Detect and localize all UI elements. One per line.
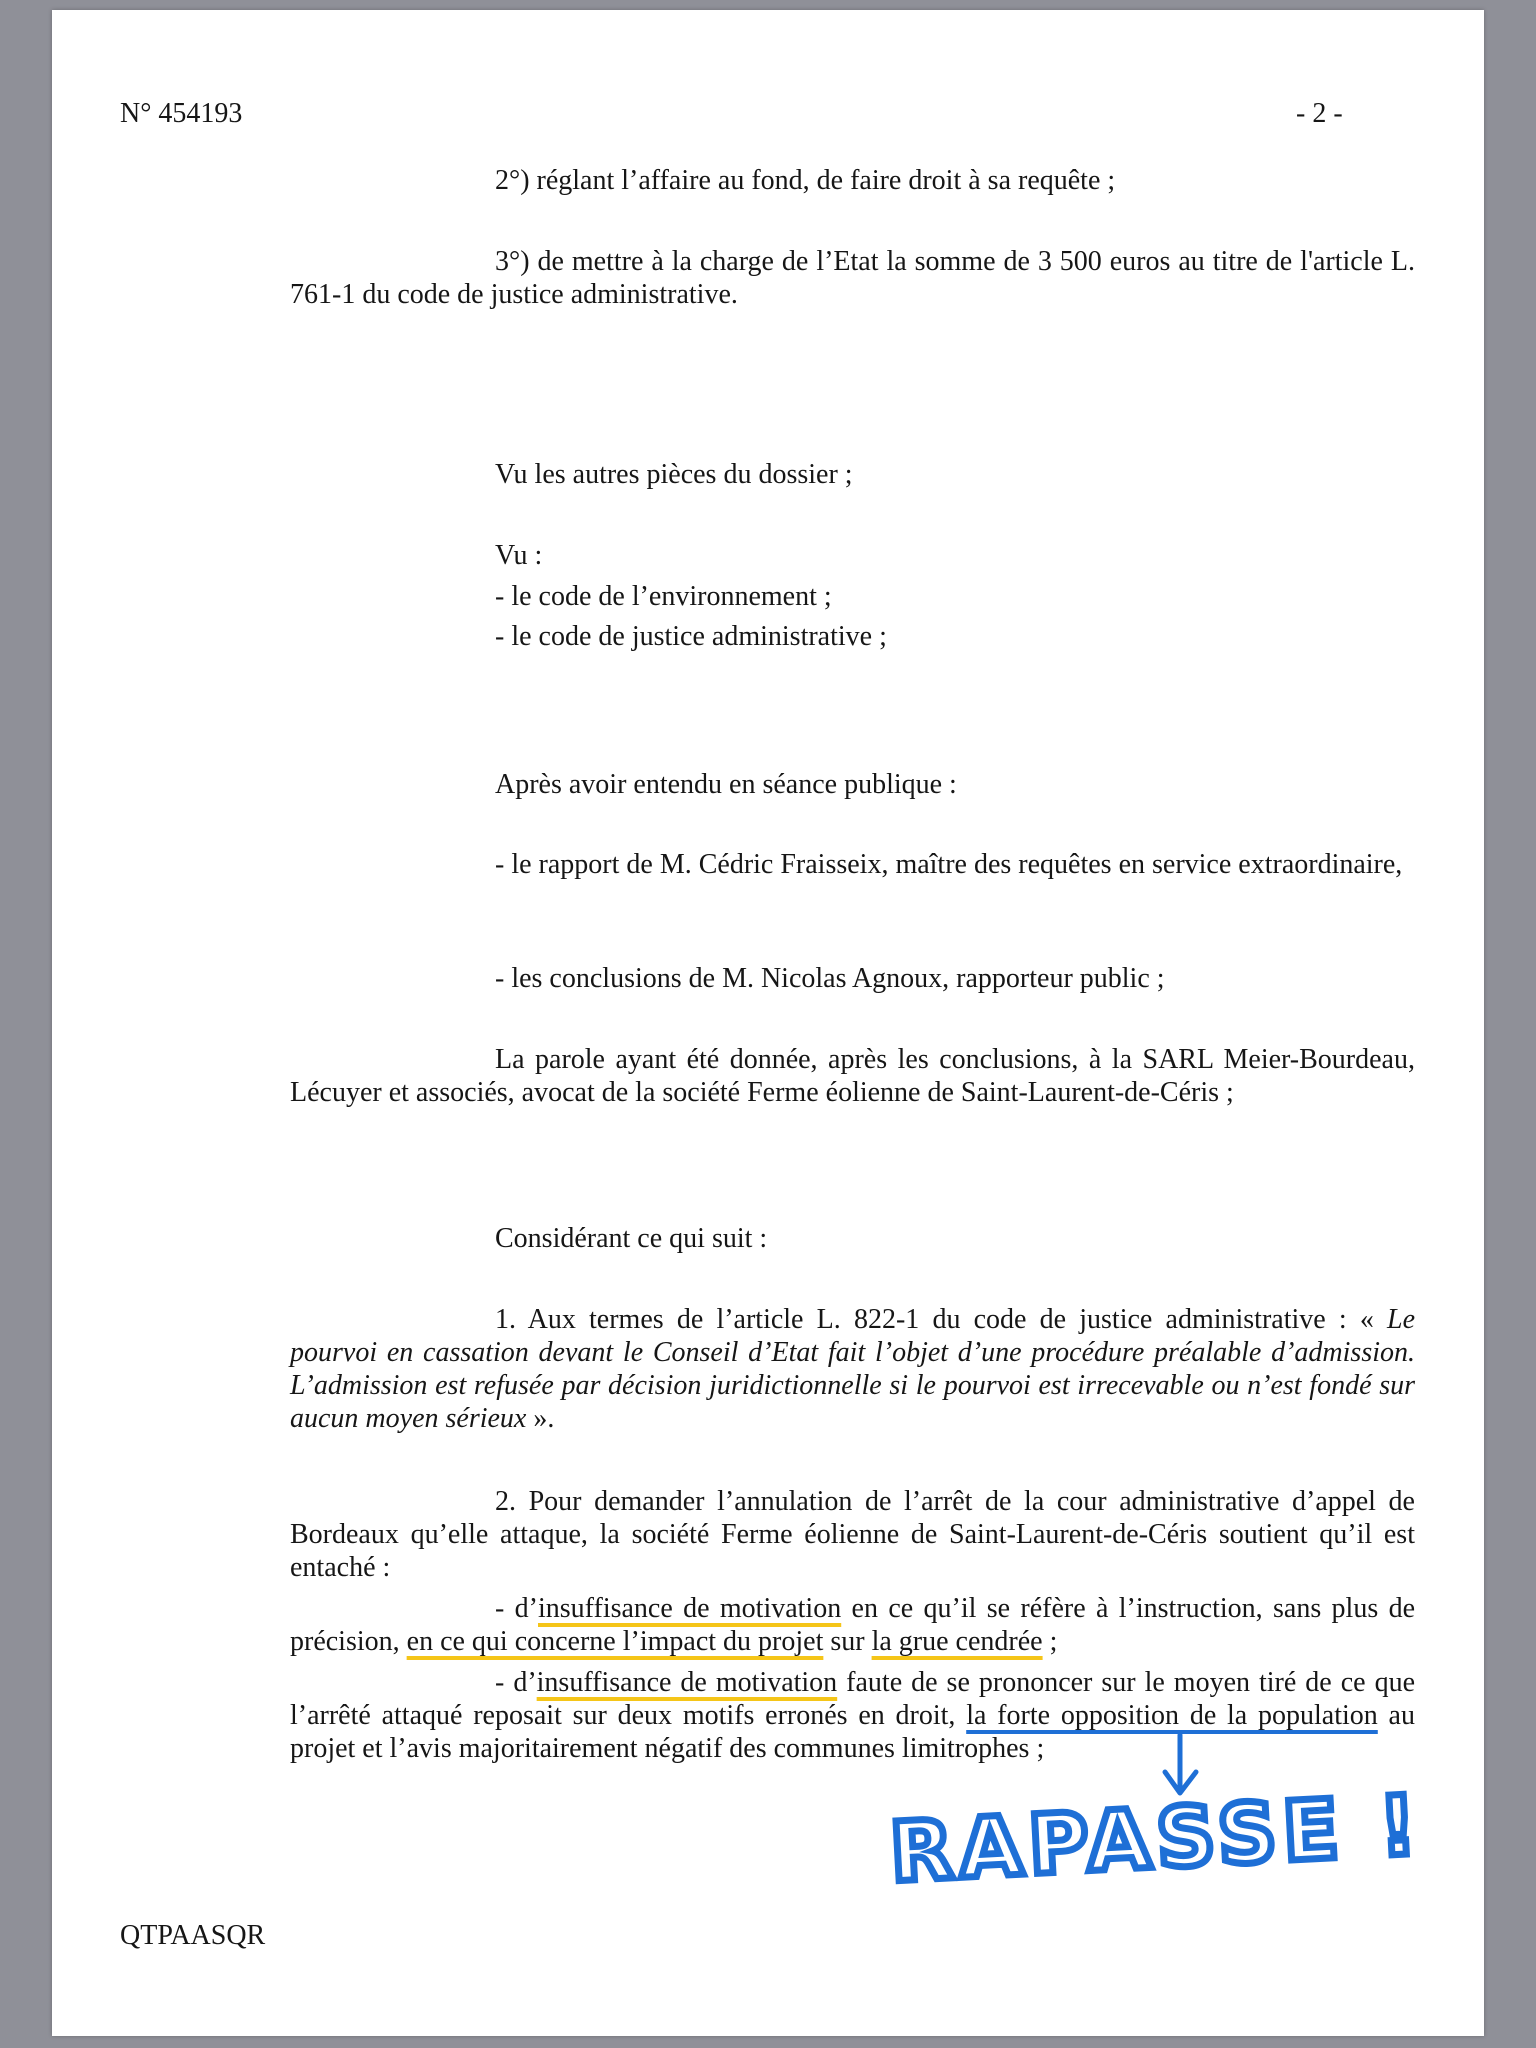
point-1-intro: 1. Aux termes de l’article L. 822-1 du code de justice administrative : «	[495, 1304, 1387, 1335]
page-marker: - 2 -	[1296, 98, 1343, 129]
vu-autres-pieces: Vu les autres pièces du dossier ;	[495, 459, 853, 490]
moyen-2-end: au projet et l’avis majoritairement négatif des communes limitrophes ;	[290, 1700, 1415, 1764]
highlight-grue-cendree: la grue cendrée	[871, 1626, 1043, 1657]
rapport-paragraph: - le rapport de M. Cédric Fraisseix, maître des requêtes en service extraordinaire,	[495, 849, 1403, 880]
highlight-insuffisance-1: insuffisance de motivation	[538, 1593, 842, 1624]
considerant-heading: Considérant ce qui suit :	[495, 1223, 768, 1254]
item-3: 3°) de mettre à la charge de l’Etat la somme de 3 500 euros au titre de l'article L. 761-1 du code de justice administrative.	[290, 246, 1415, 310]
point-1-quote: Le pourvoi en cassation devant le Conseil d’Etat fait l’objet d’une procédure préalable d’admission. L’admission est refusée par décision juridictionnelle si le pourvoi est irrecevable ou n’est fondé sur aucun moyen sérieux	[290, 1304, 1415, 1434]
moyen-1-end: ;	[1042, 1626, 1058, 1657]
moyen-2-prefix: - d’	[495, 1667, 537, 1698]
underline-forte-opposition: la forte opposition de la population	[966, 1700, 1378, 1731]
highlight-impact-projet: en ce qui concerne l’impact du projet	[406, 1626, 824, 1657]
vu-code-environnement: - le code de l’environnement ;	[495, 581, 832, 612]
vu-code-justice: - le code de justice administrative ;	[495, 621, 887, 652]
point-1-end: ».	[526, 1403, 555, 1434]
point-2-paragraph: 2. Pour demander l’annulation de l’arrêt de la cour administrative d’appel de Bordeaux qu’elle attaque, la société Ferme éolienne de Saint-Laurent-de-Céris soutient qu’il est entaché :	[290, 1486, 1415, 1583]
moyen-1-text: en ce qu’il se réfère à l’instruction, sans plus de précision,	[290, 1593, 1415, 1657]
moyen-2-text: faute de se prononcer sur le moyen tiré de ce que l’arrêté attaqué reposait sur deux motifs erronés en droit,	[290, 1667, 1416, 1731]
conclusions-paragraph: - les conclusions de M. Nicolas Agnoux, rapporteur public ;	[495, 963, 1165, 994]
point-1-paragraph	[290, 1303, 1415, 1435]
apres-avoir-entendu: Après avoir entendu en séance publique :	[495, 769, 957, 800]
moyen-1-prefix: - d’	[495, 1593, 538, 1624]
moyen-2	[290, 1666, 1415, 1765]
footer-code: QTPAASQR	[120, 1920, 266, 1951]
vu-heading: Vu :	[495, 540, 543, 571]
moyen-1-sur: sur	[823, 1626, 872, 1657]
parole-paragraph: La parole ayant été donnée, après les conclusions, à la SARL Meier-Bourdeau, Lécuyer et associés, avocat de la société Ferme éolienne de Saint-Laurent-de-Céris ;	[290, 1044, 1415, 1108]
case-number: N° 454193	[120, 98, 243, 129]
item-2: 2°) réglant l’affaire au fond, de faire droit à sa requête ;	[495, 165, 1116, 196]
rapasse-note: RAPASSE !	[887, 1778, 1425, 1901]
highlight-insuffisance-2: insuffisance de motivation	[536, 1667, 838, 1698]
moyen-1	[290, 1592, 1415, 1658]
